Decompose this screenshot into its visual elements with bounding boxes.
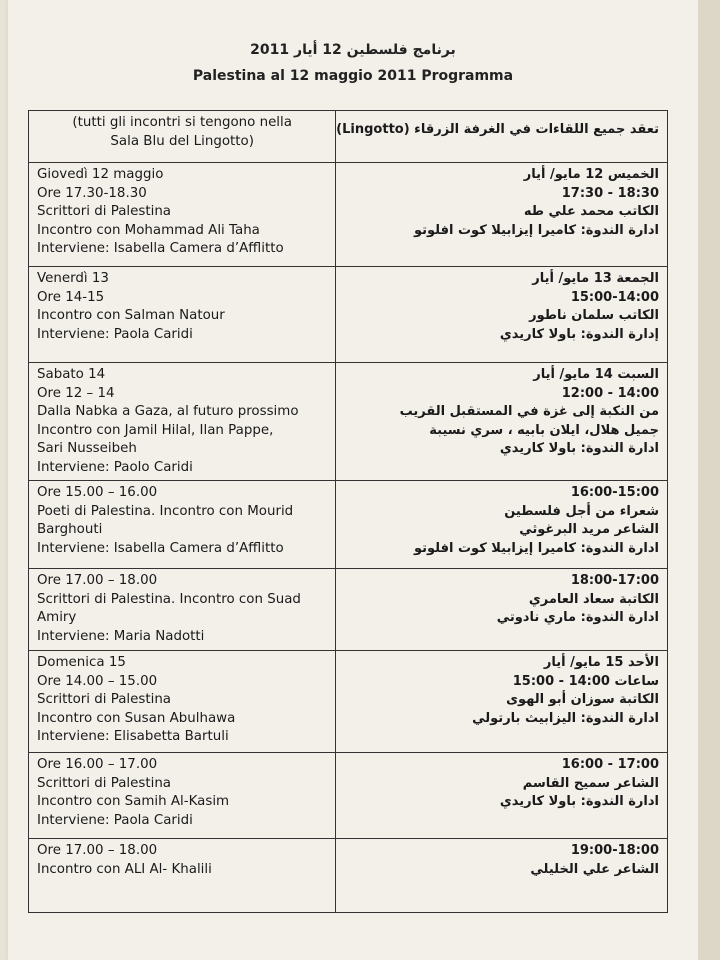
- event-cell-italian-line: Ore 12 – 14: [37, 385, 115, 401]
- event-cell-arabic-line: ادارة الندوة: باولا كاريدي: [499, 441, 659, 456]
- event-cell-arabic-line: ادارة الندوة: باولا كاريدي: [499, 794, 659, 809]
- event-cell-arabic-line: ادارة الندوة: اليزابيث بارتولي: [472, 710, 659, 726]
- event-cell-arabic-line: السبت 14 مايو/ أيار: [533, 367, 659, 382]
- table-row: [29, 363, 668, 481]
- event-cell-italian-line: Incontro con Samih Al-Kasim: [37, 794, 230, 809]
- event-cell-italian-line: Incontro con Jamil Hilal, Ilan Pappe,: [37, 422, 274, 438]
- program-table: [28, 110, 668, 913]
- event-cell-arabic-line: الشاعر مريد البرغوثي: [519, 522, 659, 537]
- event-cell-italian-line: Interviene: Isabella Camera d’Afflitto: [37, 241, 284, 256]
- event-cell-italian: [29, 267, 336, 363]
- event-cell-italian-line: Domenica 15: [37, 655, 126, 670]
- event-cell-italian-line: Scrittori di Palestina: [37, 204, 172, 219]
- event-cell-italian-line: Ore 17.00 – 18.00: [37, 843, 158, 858]
- event-cell-arabic: [336, 163, 668, 267]
- event-cell-arabic-line: ساعات 14:00 - 15:00: [512, 673, 659, 689]
- table-row: [29, 651, 668, 753]
- event-cell-italian-line: Ore 15.00 – 16.00: [37, 485, 158, 500]
- header-cell-italian: [29, 111, 336, 163]
- event-cell-italian-line: Amiry: [37, 610, 77, 625]
- table-row: [29, 839, 668, 913]
- document-page: [8, 0, 698, 960]
- event-cell-italian: [29, 753, 336, 839]
- event-cell-italian: [29, 651, 336, 753]
- event-cell-arabic: [336, 363, 668, 481]
- event-cell-arabic-line: الكاتب محمد علي طه: [523, 204, 659, 219]
- event-cell-arabic-line: 18:30 - 17:30: [561, 185, 659, 201]
- event-cell-italian-line: Interviene: Paola Caridi: [37, 326, 193, 342]
- event-cell-italian-line: Interviene: Elisabetta Bartuli: [37, 729, 229, 744]
- event-cell-italian-line: Interviene: Paolo Caridi: [37, 459, 193, 475]
- event-cell-italian-line: Ore 16.00 – 17.00: [37, 757, 158, 772]
- event-cell-italian-line: Ore 14.00 – 15.00: [37, 673, 158, 689]
- event-cell-italian-line: Scrittori di Palestina: [37, 775, 172, 791]
- event-cell-arabic-line: الشاعر علي الخليلي: [530, 861, 659, 877]
- event-cell-italian: [29, 481, 336, 569]
- event-cell-italian-line: Dalla Nabka a Gaza, al futuro prossimo: [37, 404, 299, 419]
- header-cell-arabic-line: تعقد جميع اللقاءات في الغرفة الزرقاء (Lingotto): [336, 122, 659, 137]
- event-cell-italian-line: Scrittori di Palestina. Incontro con Suad: [37, 591, 301, 607]
- event-cell-arabic-line: ادارة الندوة: كاميرا إيزابيلا كوت افلوتو: [414, 222, 659, 238]
- table-row: [29, 163, 668, 267]
- event-cell-italian-line: Incontro con Mohammad Ali Taha: [37, 222, 260, 238]
- event-cell-arabic: [336, 481, 668, 569]
- event-cell-arabic-line: الخميس 12 مايو/ أيار: [523, 167, 659, 182]
- event-cell-italian-line: Incontro con Susan Abulhawa: [37, 710, 236, 726]
- event-cell-italian-line: Poeti di Palestina. Incontro con Mourid: [37, 503, 294, 519]
- event-cell-arabic-line: الجمعة 13 مايو/ أيار: [532, 271, 659, 286]
- event-cell-arabic-line: 17:00 - 16:00: [561, 757, 659, 772]
- event-cell-italian-line: Sabato 14: [37, 367, 106, 382]
- event-cell-arabic-line: شعراء من أجل فلسطين: [504, 503, 659, 519]
- event-cell-italian-line: Giovedì 12 maggio: [37, 167, 164, 182]
- header-cell-italian-line: Sala Blu del Lingotto): [110, 133, 254, 149]
- event-cell-arabic: [336, 753, 668, 839]
- event-cell-arabic-line: إدارة الندوة: باولا كاريدي: [499, 326, 659, 342]
- event-cell-italian: [29, 839, 336, 913]
- event-cell-italian-line: Interviene: Isabella Camera d’Afflitto: [37, 540, 284, 556]
- title-italian: Palestina al 12 maggio 2011 Programma: [192, 68, 514, 84]
- event-cell-arabic-line: 16:00-15:00: [570, 485, 659, 500]
- header-cell-arabic: [336, 111, 668, 163]
- event-cell-italian-line: Ore 17.30-18.30: [37, 185, 147, 201]
- event-cell-arabic-line: 15:00-14:00: [570, 289, 659, 305]
- event-cell-arabic-line: 18:00-17:00: [570, 573, 659, 588]
- event-cell-arabic-line: الشاعر سميح القاسم: [522, 775, 659, 791]
- table-row: [29, 481, 668, 569]
- event-cell-italian-line: Venerdì 13: [37, 271, 109, 286]
- title-arabic: برنامج فلسطين 12 أيار 2011: [250, 42, 456, 58]
- header-row: [29, 111, 668, 163]
- event-cell-arabic-line: الأحد 15 مايو/ أيار: [543, 655, 659, 670]
- event-cell-italian-line: Sari Nusseibeh: [37, 441, 137, 456]
- event-cell-arabic-line: من النكبة إلى غزة في المستقبل القريب: [399, 404, 659, 419]
- event-cell-italian: [29, 569, 336, 651]
- header-cell-italian-line: (tutti gli incontri si tengono nella: [72, 115, 292, 130]
- event-cell-italian-line: Incontro con ALI Al- Khalili: [37, 861, 212, 877]
- event-cell-arabic: [336, 839, 668, 913]
- event-cell-italian-line: Incontro con Salman Natour: [37, 308, 225, 323]
- event-cell-italian: [29, 363, 336, 481]
- event-cell-arabic-line: الكاتب سلمان ناطور: [529, 308, 659, 323]
- event-cell-arabic: [336, 651, 668, 753]
- table-row: [29, 753, 668, 839]
- event-cell-italian: [29, 163, 336, 267]
- event-cell-italian-line: Ore 14-15: [37, 289, 105, 305]
- event-cell-arabic-line: الكاتبة سوزان أبو الهوى: [506, 692, 659, 707]
- page-edge: [698, 0, 720, 960]
- table-row: [29, 267, 668, 363]
- event-cell-italian-line: Ore 17.00 – 18.00: [37, 573, 158, 588]
- event-cell-italian-line: Interviene: Maria Nadotti: [37, 628, 205, 644]
- event-cell-italian-line: Scrittori di Palestina: [37, 692, 172, 707]
- event-cell-arabic-line: 14:00 - 12:00: [561, 385, 659, 401]
- event-cell-arabic-line: ادارة الندوة: ماري نادوتي: [496, 610, 659, 625]
- event-cell-arabic: [336, 569, 668, 651]
- table-row: [29, 569, 668, 651]
- event-cell-arabic-line: الكاتبة سعاد العامري: [528, 591, 659, 607]
- event-cell-italian-line: Interviene: Paola Caridi: [37, 812, 193, 828]
- event-cell-italian-line: Barghouti: [37, 522, 103, 537]
- event-cell-arabic-line: جميل هلال، ايلان بابيه ، سري نسيبة: [429, 422, 659, 438]
- event-cell-arabic: [336, 267, 668, 363]
- event-cell-arabic-line: 19:00-18:00: [570, 843, 659, 858]
- event-cell-arabic-line: ادارة الندوة: كاميرا إيزابيلا كوت افلوتو: [414, 540, 659, 556]
